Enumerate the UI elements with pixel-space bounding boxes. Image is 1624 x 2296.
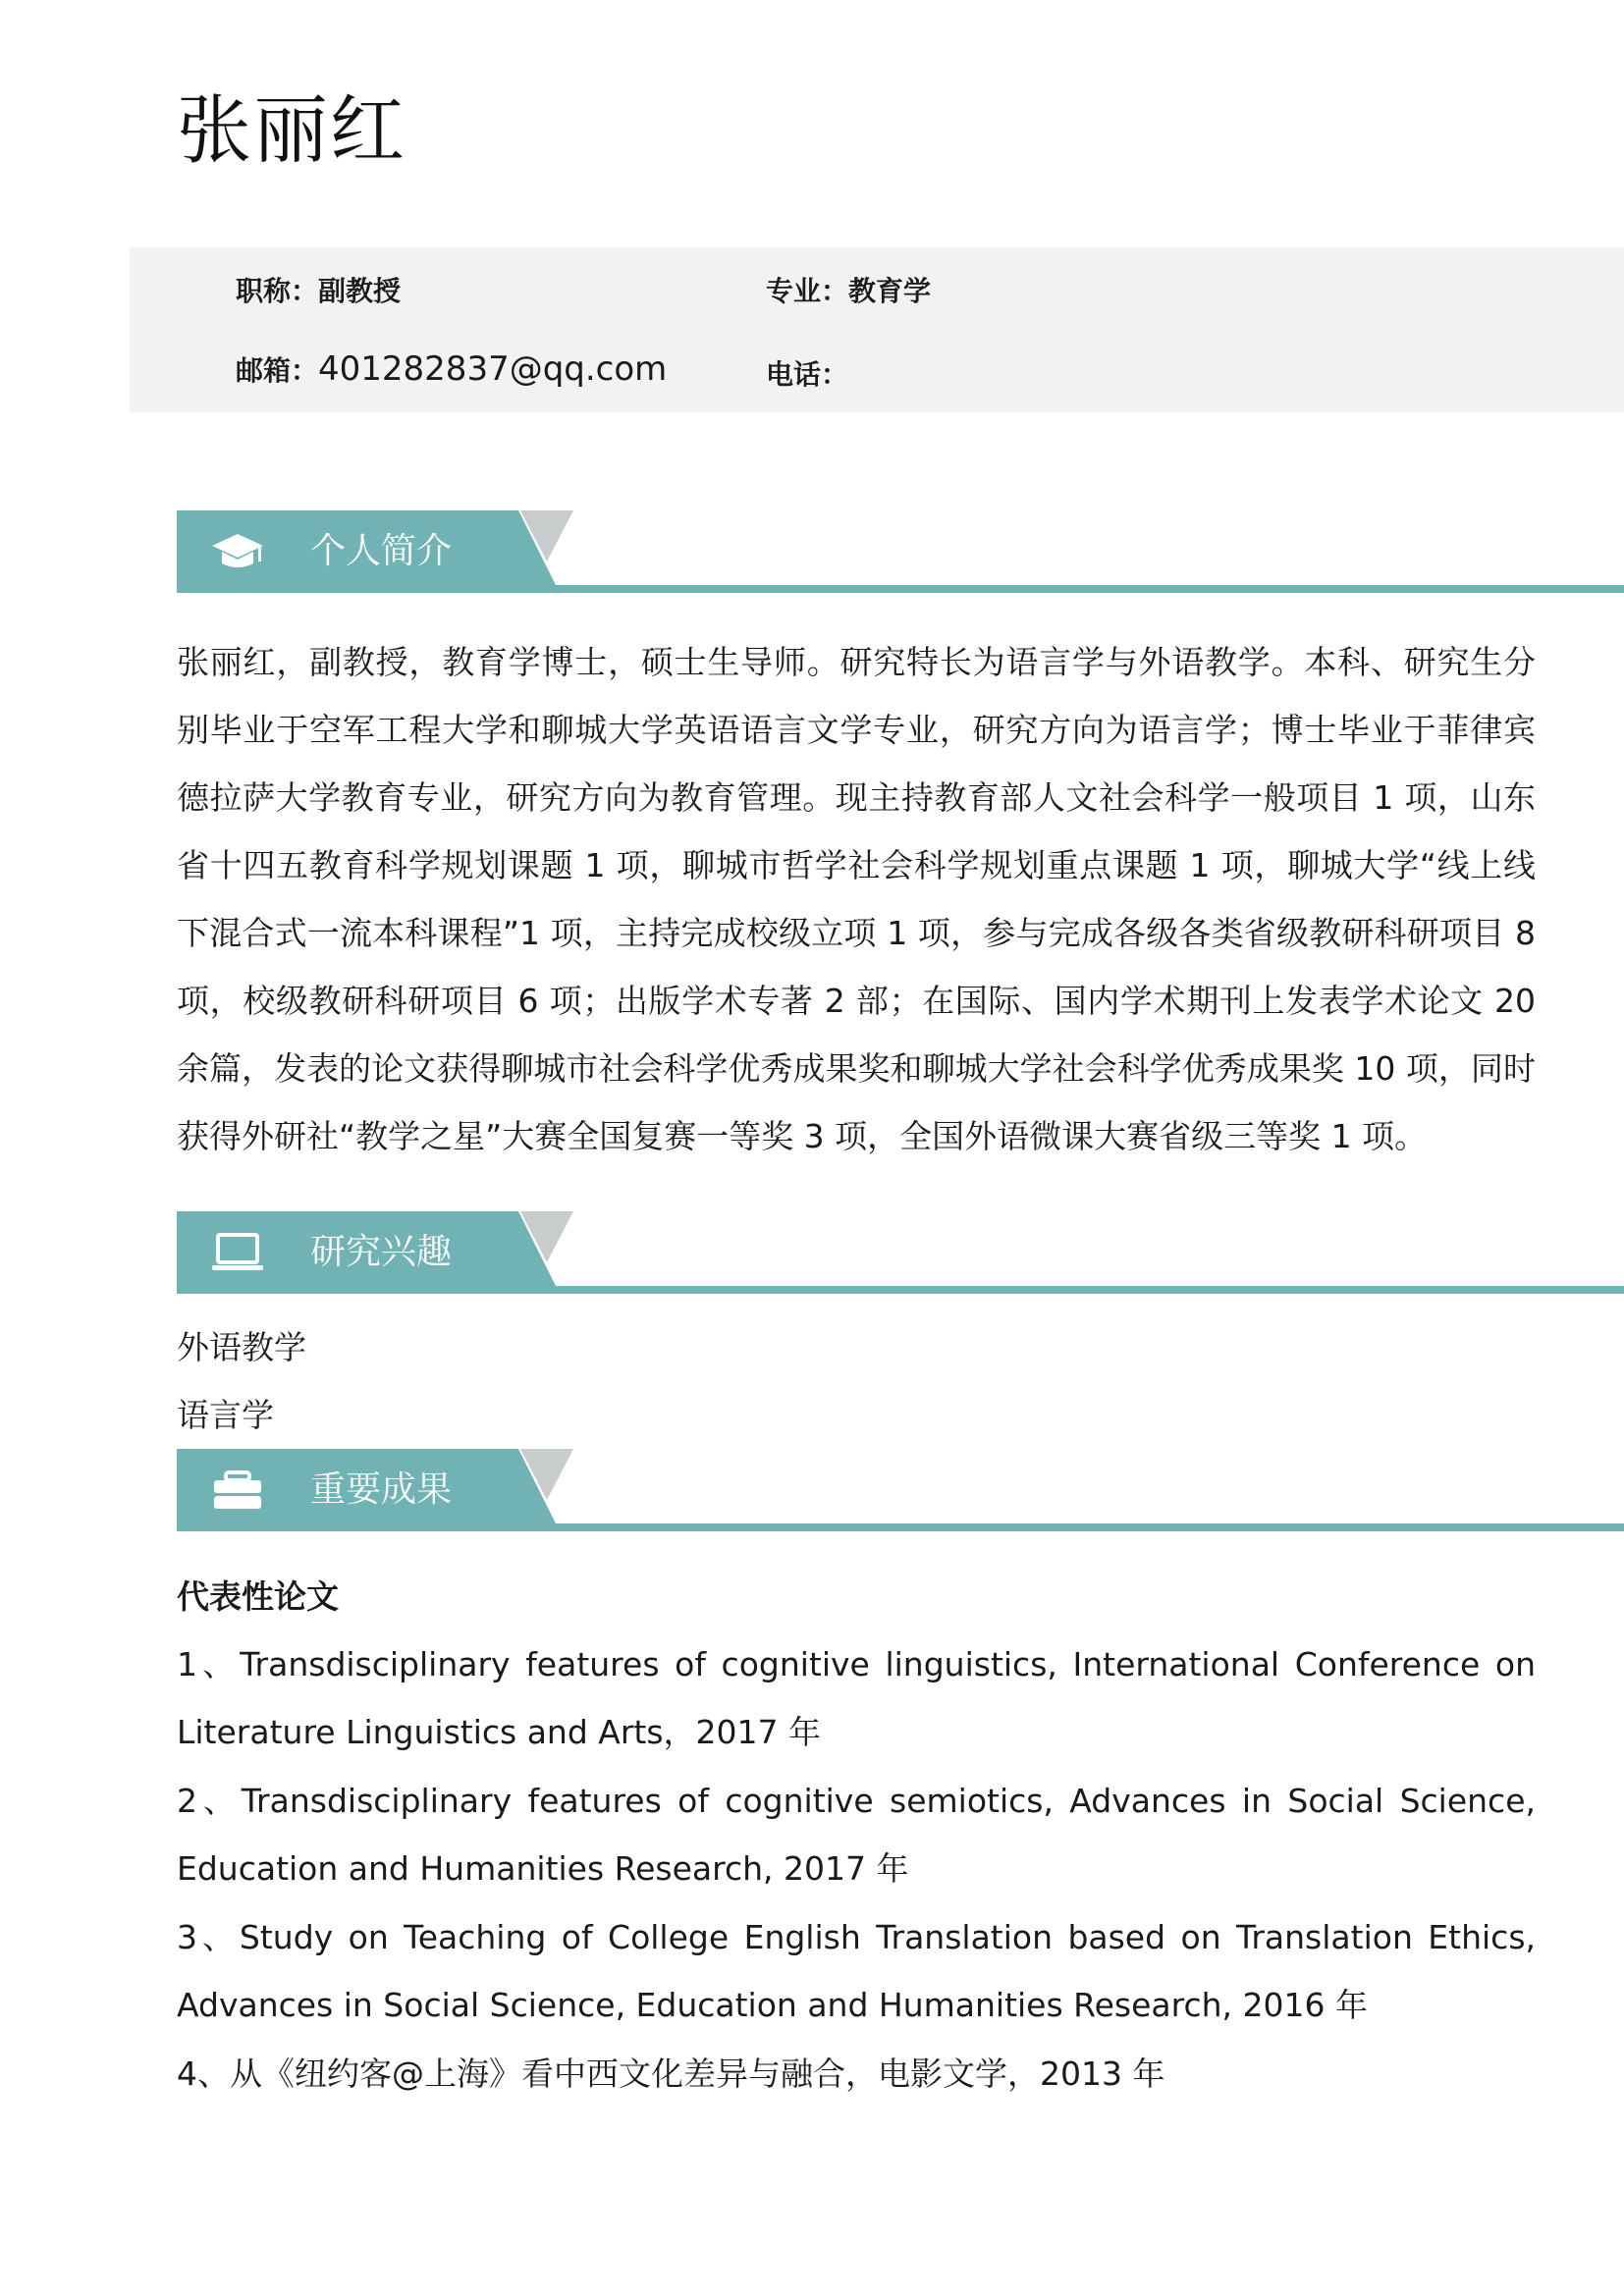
email-value: 401282837@qq.com — [318, 349, 668, 389]
section-triangle — [520, 1211, 573, 1262]
title-label: 职称： — [236, 275, 319, 307]
email-label: 邮箱： — [236, 354, 319, 387]
section-profile-header — [177, 510, 1624, 593]
info-box — [130, 247, 1624, 412]
person-name: 张丽红 — [177, 86, 406, 174]
phone-label: 电话： — [766, 358, 849, 391]
papers-heading: 代表性论文 — [177, 1577, 339, 1616]
major-field — [766, 275, 931, 308]
section-triangle — [520, 1449, 573, 1500]
paper-item: 3、Study on Teaching of College English Translation based on Translation Ethics, Advances in Social Science, Education and Humanities Research, 2016 年 — [177, 1918, 1536, 2024]
section-achievements-header — [177, 1449, 1624, 1531]
section-title: 研究兴趣 — [310, 1232, 453, 1272]
phone-field — [766, 353, 848, 394]
briefcase-icon — [210, 1468, 265, 1512]
laptop-icon — [210, 1231, 265, 1274]
section-interests-header — [177, 1211, 1624, 1294]
title-field — [236, 275, 401, 308]
graduation-cap-icon — [210, 530, 265, 573]
profile-text: 张丽红，副教授，教育学博士，硕士生导师。研究特长为语言学与外语教学。本科、研究生分别毕业于空军工程大学和聊城大学英语语言文学专业，研究方向为语言学；博士毕业于菲律宾德拉萨大学教育专业，研究方向为教育管理。现主持教育部人文社会科学一般项目 1 项，山东省十四五教育科学规划课题 1 项，聊城市哲学社会科学规划重点课题 1 项，聊城大学“线上线下混合式一流本科课程”1 项，主持完成校级立项 1 项，参与完成各级各类省级教研科研项目 8 项，校级教研科研项目 6 项；出版学术专著 2 部；在国际、国内学术期刊上发表学术论文 20 余篇，发表的论文获得聊城市社会科学优秀成果奖和聊城大学社会科学优秀成果奖 10 项，同时获得外研社“教学之星”大赛全国复赛一等奖 3 项，全国外语微课大赛省级三等奖 1 项。 — [177, 643, 1536, 1155]
paper-item: 2、Transdisciplinary features of cognitive semiotics, Advances in Social Science, Education and Humanities Research, 2017 年 — [177, 1782, 1536, 1888]
major-label: 专业： — [766, 275, 849, 307]
interest-item: 语言学 — [177, 1396, 274, 1434]
section-title: 重要成果 — [310, 1469, 453, 1510]
email-field — [236, 349, 667, 390]
section-title: 个人简介 — [310, 531, 453, 571]
section-triangle — [520, 510, 573, 561]
paper-item: 1、Transdisciplinary features of cognitive linguistics, International Conference on Literature Linguistics and Arts，2017 年 — [177, 1645, 1536, 1751]
title-value: 副教授 — [318, 275, 402, 307]
major-value: 教育学 — [848, 275, 932, 307]
interest-item: 外语教学 — [177, 1328, 306, 1366]
paper-item: 4、从《纽约客@上海》看中西文化差异与融合，电影文学，2013 年 — [177, 2055, 1165, 2093]
